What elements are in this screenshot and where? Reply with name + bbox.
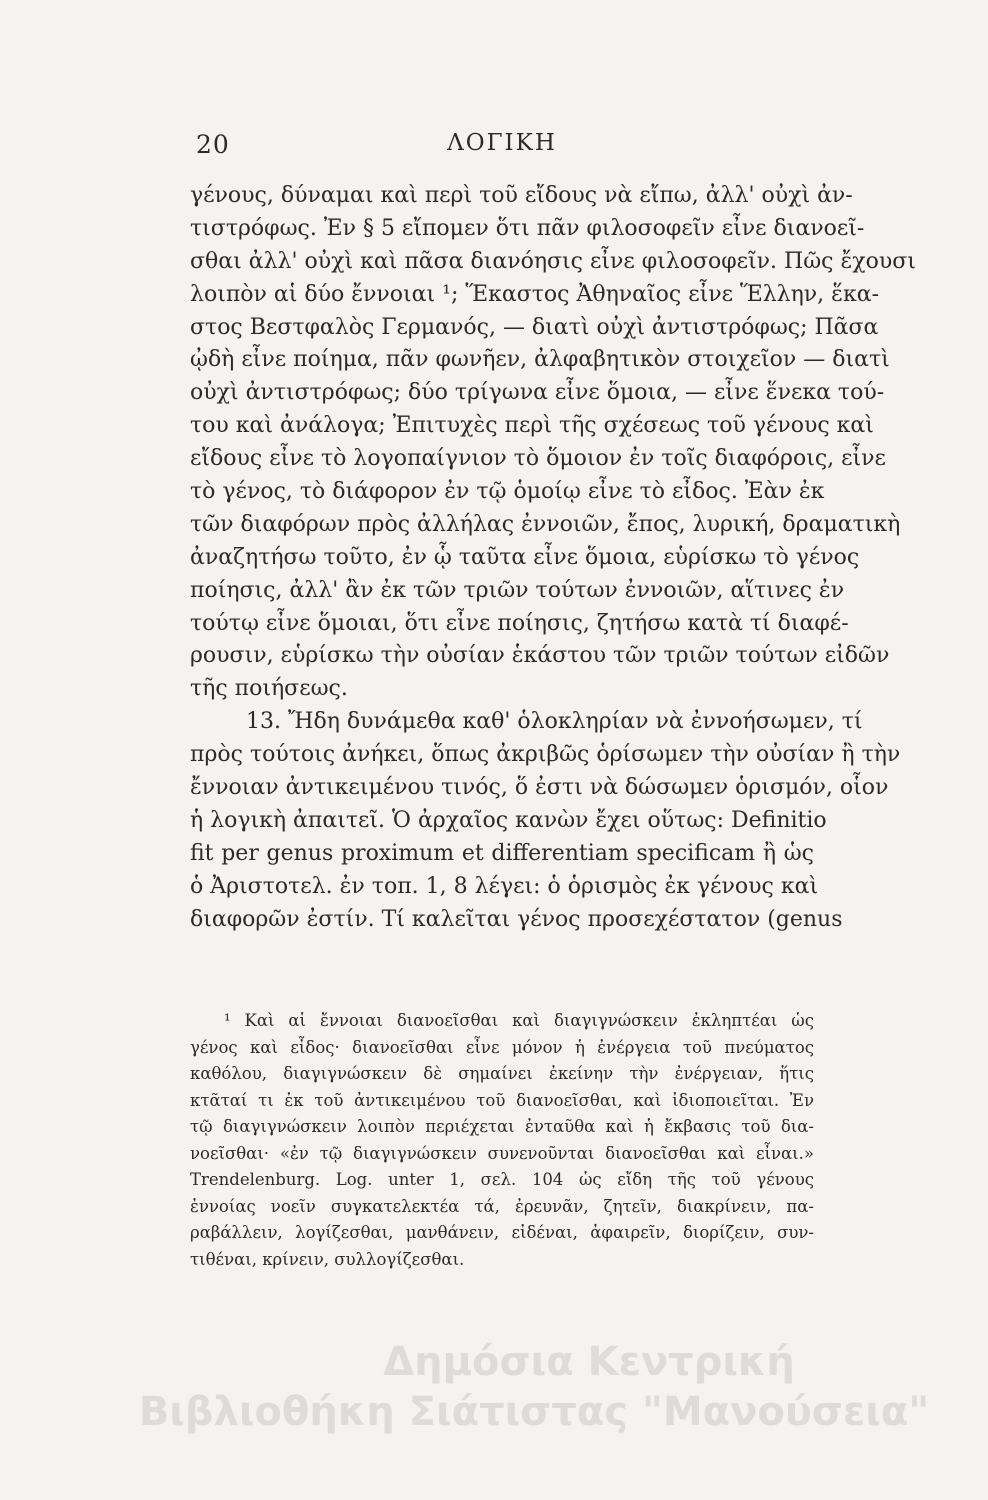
footnote-line: τιθέναι, κρίνειν, συλλογίζεσθαι.: [190, 1249, 465, 1269]
body-line: ἀναζητήσω τοῦτο, ἐν ᾧ ταῦτα εἶνε ὅμοια, εὑρίσκω τὸ γένος: [190, 544, 860, 570]
section-13-start: 13. Ἤδη δυνάμεθα καθ' ὁλοκληρίαν νὰ ἐννοήσωμεν, τί: [246, 709, 863, 735]
body-line: λοιπὸν αἱ δύο ἔννοιαι ¹; Ἕκαστος Ἀθηναῖος εἶνε Ἕλλην, ἕκα-: [190, 281, 880, 307]
footnote-line: καθόλου, διαγιγνώσκειν δὲ σημαίνει ἐκείνην τὴν ἐνέργειαν, ἥτις: [190, 1064, 814, 1083]
body-line: ρουσιν, εὑρίσκω τὴν οὐσίαν ἑκάστου τῶν τριῶν τούτων εἰδῶν: [190, 643, 890, 669]
body-line: τῆς ποιήσεως.: [190, 676, 348, 702]
footnote-line: τῷ διαγιγνώσκειν λοιπὸν περιέχεται ἐνταῦθα καὶ ἡ ἔκβασις τοῦ δια-: [190, 1117, 814, 1136]
footnote-line: ¹ Καὶ αἱ ἔννοιαι διανοεῖσθαι καὶ διαγιγνώσκειν ἐκληπτέαι ὡς: [224, 1011, 814, 1030]
footnotes: [190, 1008, 814, 1273]
body-line: ἔννοιαν ἀντικειμένου τινός, ὅ ἐστι νὰ δώσωμεν ὁρισμόν, οἷον: [190, 775, 889, 801]
watermark-line-2: Βιβλιοθήκη Σιάτιστας "Μανούσεια": [138, 1389, 930, 1435]
body-line: τιστρόφως. Ἐν § 5 εἴπομεν ὅτι πᾶν φιλοσοφεῖν εἶνε διανοεῖ-: [190, 215, 865, 241]
footnote-line: γένος καὶ εἶδος· διανοεῖσθαι εἶνε μόνον ἡ ἐνέργεια τοῦ πνεύματος: [190, 1037, 814, 1057]
body-line: σθαι ἀλλ' οὐχὶ καὶ πᾶσα διανόησις εἶνε φιλοσοφεῖν. Πῶς ἔχουσι: [190, 248, 916, 274]
body-line: ἡ λογικὴ ἀπαιτεῖ. Ὁ ἀρχαῖος κανὼν ἔχει οὕτως: Definitio: [190, 807, 827, 833]
body-line: εἴδους εἶνε τὸ λογοπαίγνιον τὸ ὅμοιον ἐν τοῖς διαφόροις, εἶνε: [190, 446, 886, 472]
footnote-line: ἐννοίας νοεῖν συγκατελεκτέα τά, ἐρευνᾶν, ζητεῖν, διακρίνειν, πα-: [190, 1196, 814, 1216]
body-text: [190, 180, 916, 936]
body-line: του καὶ ἀνάλογα; Ἐπιτυχὲς περὶ τῆς σχέσεως τοῦ γένους καὶ: [190, 413, 874, 439]
body-line: πρὸς τούτοις ἀνήκει, ὅπως ἀκριβῶς ὁρίσωμεν τὴν οὐσίαν ἢ τὴν: [190, 742, 901, 768]
footnote-line: Trendelenburg. Log. unter 1, σελ. 104 ὡς εἴδη τῆς τοῦ γένους: [190, 1170, 814, 1189]
body-line: διαφορῶν ἐστίν. Τί καλεῖται γένος προσεχέστατον (genus: [190, 906, 843, 932]
watermark-line-1: Δημόσια Κεντρική: [383, 1339, 795, 1385]
body-line: στος Βεστφαλὸς Γερμανός, — διατὶ οὐχὶ ἀντιστρόφως; Πᾶσα: [190, 314, 879, 340]
body-line: ποίησις, ἀλλ' ἂν ἐκ τῶν τριῶν τούτων ἐννοιῶν, αἵτινες ἐν: [190, 577, 845, 603]
body-line: τὸ γένος, τὸ διάφορον ἐν τῷ ὁμοίῳ εἶνε τὸ εἶδος. Ἐὰν ἐκ: [190, 479, 825, 505]
body-line: τούτῳ εἶνε ὅμοιαι, ὅτι εἶνε ποίησις, ζητήσω κατὰ τί διαφέ-: [190, 610, 849, 636]
body-line: ὁ Ἀριστοτελ. ἐν τοπ. 1, 8 λέγει: ὁ ὁρισμὸς ἐκ γένους καὶ: [190, 873, 819, 899]
footnote-line: κτᾶταί τι ἐκ τοῦ ἀντικειμένου τοῦ διανοεῖσθαι, καὶ ἰδιοποιεῖται. Ἐν: [190, 1090, 814, 1110]
footnote-line: νοεῖσθαι· «ἐν τῷ διαγιγνώσκειν συνενοῦνται διανοεῖσθαι καὶ εἶναι.»: [190, 1143, 814, 1163]
body-line: οὐχὶ ἀντιστρόφως; δύο τρίγωνα εἶνε ὅμοια, — εἶνε ἕνεκα τού-: [190, 380, 885, 406]
body-line: ᾠδὴ εἶνε ποίημα, πᾶν φωνῆεν, ἀλφαβητικὸν στοιχεῖον — διατὶ: [190, 347, 890, 373]
library-watermark: [0, 1338, 988, 1438]
body-line: fit per genus proximum et differentiam specificam ἢ ὡς: [190, 840, 814, 866]
body-line: τῶν διαφόρων πρὸς ἀλλήλας ἐννοιῶν, ἔπος, λυρική, δραματικὴ: [190, 511, 901, 537]
footnote-line: ραβάλλειν, λογίζεσθαι, μανθάνειν, εἰδέναι, ἀφαιρεῖν, διορίζειν, συν-: [190, 1223, 814, 1242]
running-title: ΛΟΓΙΚΗ: [447, 130, 557, 156]
body-line: γένους, δύναμαι καὶ περὶ τοῦ εἴδους νὰ εἴπω, ἀλλ' οὐχὶ ἀν-: [190, 183, 853, 208]
page-number: 20: [196, 130, 230, 159]
page-header: [196, 130, 808, 162]
